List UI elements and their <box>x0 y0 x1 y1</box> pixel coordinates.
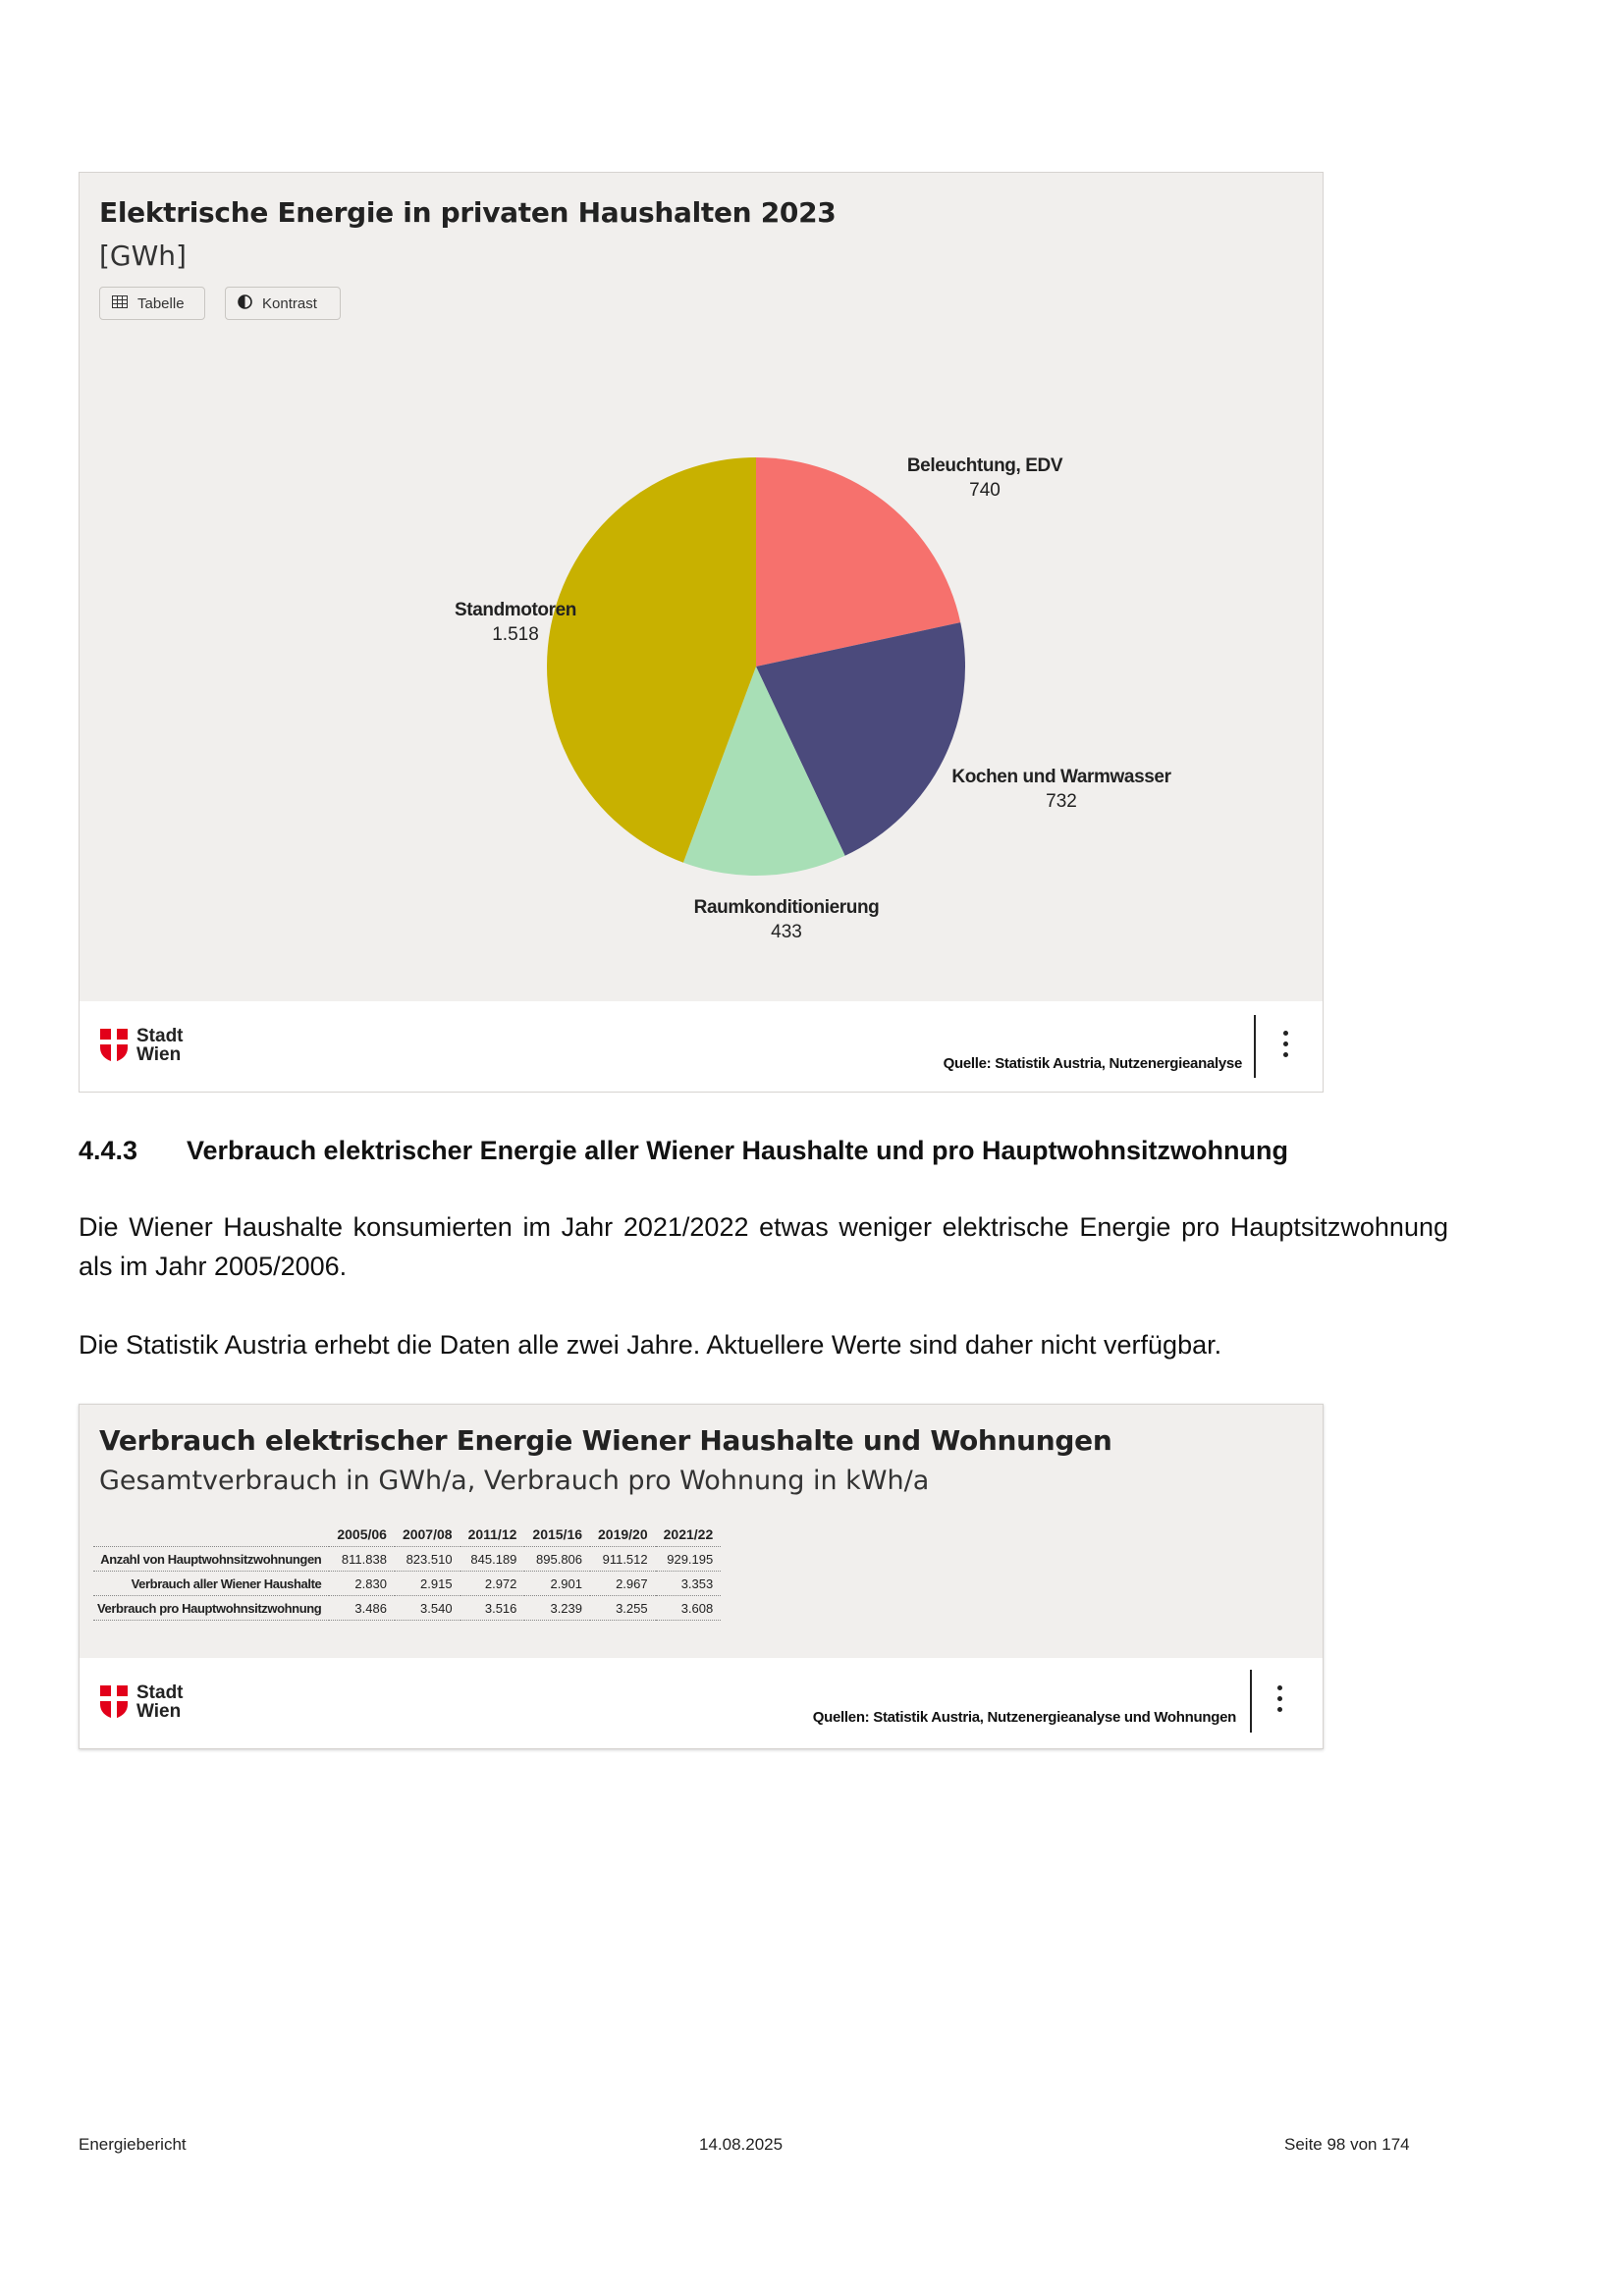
table-row <box>93 1547 721 1572</box>
logo-line-wien: Wien <box>136 1701 182 1722</box>
table-cell: 845.189 <box>460 1547 525 1572</box>
table-cell: 929.195 <box>656 1547 722 1572</box>
table-cell: 3.353 <box>656 1572 722 1596</box>
section-number: 4.4.3 <box>79 1136 138 1165</box>
chart-unit: [GWh] <box>99 240 187 272</box>
col-header: 2007/08 <box>402 1526 453 1542</box>
table-chart-card <box>79 1404 1324 1749</box>
table-row <box>93 1572 721 1596</box>
table-cell: 3.255 <box>590 1596 656 1621</box>
table-cell: 2.901 <box>524 1572 590 1596</box>
contrast-button-label: Kontrast <box>262 294 317 312</box>
table-source: Quellen: Statistik Austria, Nutzenergieanalyse und Wohnungen <box>812 1709 1236 1726</box>
pie-chart <box>80 173 1325 997</box>
pie-label-standmotoren: Standmotoren <box>455 600 576 620</box>
table-header-empty <box>93 1526 329 1547</box>
col-header: 2015/16 <box>532 1526 583 1542</box>
col-header: 2005/06 <box>337 1526 387 1542</box>
table-footer <box>80 1658 1323 1748</box>
row-label: Verbrauch pro Hauptwohnsitzwohnung <box>93 1596 329 1621</box>
table-cell: 823.510 <box>395 1547 460 1572</box>
chart-footer <box>80 1001 1323 1092</box>
pie-value-beleuchtung: 740 <box>969 480 1001 501</box>
table-cell: 2.915 <box>395 1572 460 1596</box>
col-header: 2019/20 <box>598 1526 648 1542</box>
table-cell: 2.830 <box>329 1572 395 1596</box>
pie-value-raum: 433 <box>771 922 802 942</box>
pie-label-beleuchtung: Beleuchtung, EDV <box>906 455 1063 476</box>
paragraph-2: Die Statistik Austria erhebt die Daten alle zwei Jahre. Aktuellere Werte sind daher nicht verfügbar. <box>79 1330 1222 1360</box>
footer-divider <box>1254 1015 1256 1078</box>
table-cell: 3.540 <box>395 1596 460 1621</box>
consumption-table <box>93 1526 721 1621</box>
stadt-wien-logo <box>99 1683 184 1721</box>
chart-title: Elektrische Energie in privaten Haushalten 2023 <box>99 196 837 229</box>
footer-divider <box>1250 1670 1252 1733</box>
table-subtitle: Gesamtverbrauch in GWh/a, Verbrauch pro Wohnung in kWh/a <box>99 1466 930 1496</box>
col-header: 2021/22 <box>663 1526 714 1542</box>
table-cell: 811.838 <box>329 1547 395 1572</box>
table-cell: 3.516 <box>460 1596 525 1621</box>
table-cell: 2.972 <box>460 1572 525 1596</box>
more-options-icon[interactable] <box>1277 1685 1283 1718</box>
col-header: 2011/12 <box>467 1526 517 1542</box>
footer-date: 14.08.2025 <box>699 2135 784 2154</box>
chart-source: Quelle: Statistik Austria, Nutzenergieanalyse <box>943 1055 1242 1072</box>
pie-value-kochen: 732 <box>1046 791 1077 812</box>
table-cell: 2.967 <box>590 1572 656 1596</box>
footer-page-number: Seite 98 von 174 <box>1284 2135 1410 2154</box>
vienna-shield-icon <box>99 1028 129 1063</box>
table-title: Verbrauch elektrischer Energie Wiener Haushalte und Wohnungen <box>99 1424 1112 1457</box>
table-cell: 911.512 <box>590 1547 656 1572</box>
table-row <box>93 1596 721 1621</box>
logo-line-stadt: Stadt <box>136 1682 184 1703</box>
pie-chart-card <box>79 172 1324 1093</box>
more-options-icon[interactable] <box>1283 1031 1289 1063</box>
paragraph-1: Die Wiener Haushalte konsumierten im Jahr 2021/2022 etwas weniger elektrische Energie pro Hauptsitzwohnung als im Jahr 2005/2006. <box>79 1212 1448 1281</box>
table-cell: 895.806 <box>524 1547 590 1572</box>
row-label: Verbrauch aller Wiener Haushalte <box>93 1572 329 1596</box>
pie-label-kochen: Kochen und Warmwasser <box>951 767 1171 787</box>
logo-line-wien: Wien <box>136 1044 182 1065</box>
vienna-shield-icon <box>99 1684 129 1720</box>
pie-label-raum: Raumkonditionierung <box>693 897 880 918</box>
table-cell: 3.486 <box>329 1596 395 1621</box>
logo-line-stadt: Stadt <box>136 1026 184 1046</box>
pie-value-standmotoren: 1.518 <box>492 624 539 645</box>
table-cell: 3.239 <box>524 1596 590 1621</box>
stadt-wien-logo <box>99 1027 184 1064</box>
table-cell: 3.608 <box>656 1596 722 1621</box>
footer-left: Energiebericht <box>79 2135 187 2154</box>
table-button-label: Tabelle <box>137 294 185 312</box>
row-label: Anzahl von Hauptwohnsitzwohnungen <box>93 1547 329 1572</box>
section-title: Verbrauch elektrischer Energie aller Wiener Haushalte und pro Hauptwohnsitzwohnung <box>187 1136 1288 1165</box>
